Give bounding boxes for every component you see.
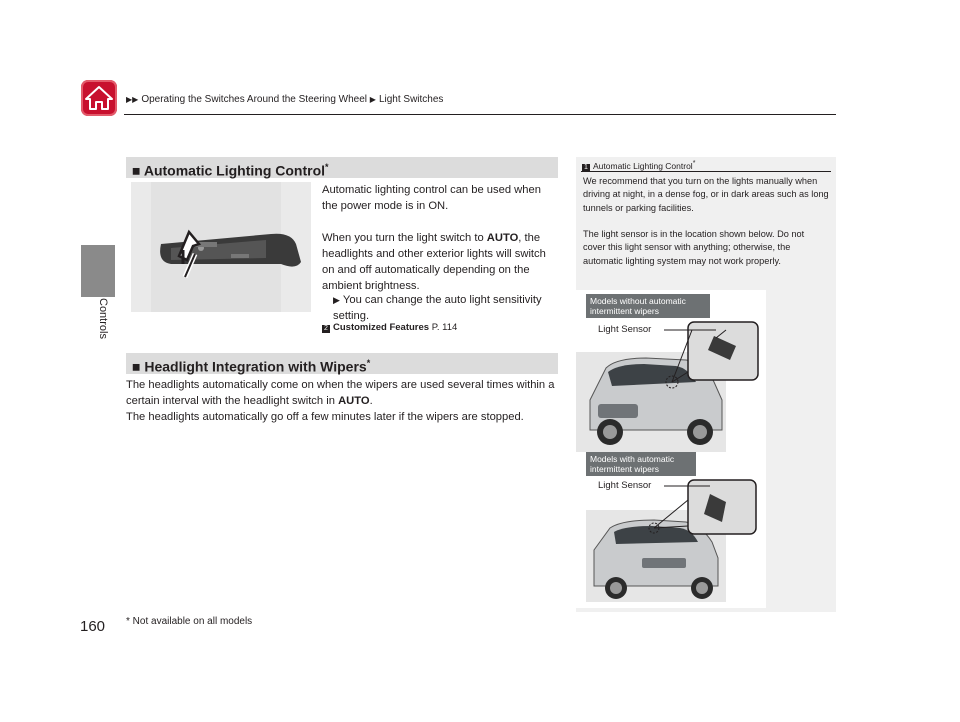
breadcrumb-arrow-icon: ▶: [369, 95, 376, 104]
page-number: 160: [80, 618, 106, 635]
breadcrumb-arrow-icon: ▶▶: [126, 95, 139, 104]
section-header-headlight-wipers: ■ Headlight Integration with Wipers*: [126, 353, 558, 374]
reference-icon: 2: [322, 325, 330, 333]
section-title: Headlight Integration with Wipers: [144, 358, 367, 375]
home-icon[interactable]: [81, 80, 117, 116]
cross-reference-link[interactable]: 2 Customized Features P. 114: [322, 322, 457, 333]
section-title: Automatic Lighting Control: [143, 162, 326, 179]
breadcrumb-item-light-switches[interactable]: Light Switches: [378, 94, 444, 105]
model-label-with-auto-wipers: Models with automatic intermittent wipers: [586, 452, 696, 476]
header-divider: [124, 114, 836, 115]
auto-lighting-paragraph-2: When you turn the light switch to AUTO, the headlights and other exterior lights will switch on and off automatically depending on the ambient brightness.: [322, 232, 546, 292]
light-sensor-callout-bottom: Light Sensor: [598, 480, 652, 491]
breadcrumb-item-switches[interactable]: Operating the Switches Around the Steering Wheel: [141, 94, 368, 105]
light-switch-stalk-illustration: [131, 182, 311, 312]
auto-lighting-paragraph-1: Automatic lighting control can be used when the power mode is in ON.: [322, 184, 541, 212]
auto-lighting-bullet: ▶ You can change the auto light sensitivity setting.: [333, 294, 542, 322]
model-label-without-auto-wipers: Models without automatic intermittent wipers: [586, 294, 710, 318]
section-header-auto-lighting: ■ Automatic Lighting Control*: [126, 157, 558, 178]
light-sensor-callout-top: Light Sensor: [598, 324, 652, 335]
light-sensor-diagram: [576, 290, 766, 608]
chapter-tab-marker: [81, 245, 115, 297]
sidebar-paragraph-1: We recommend that you turn on the lights manually when driving at night, in a dense fog, or in dark areas such as long tunnels or parking facilities.: [583, 176, 829, 213]
sidebar-divider: [581, 171, 831, 172]
chapter-tab[interactable]: [79, 298, 117, 358]
asterisk: *: [325, 162, 329, 172]
asterisk: *: [366, 358, 371, 368]
chapter-tab-label: Controls: [97, 298, 109, 339]
breadcrumb: [126, 94, 443, 105]
headlight-wipers-paragraph-1: The headlights automatically come on when the wipers are used several times within a certain interval with the headlight switch in AUTO.: [126, 379, 555, 407]
sidebar-paragraph-2: The light sensor is in the location shown below. Do not cover this light sensor with anything; otherwise, the automatic lighting system may not work properly.: [583, 229, 805, 266]
footnote: * Not available on all models: [126, 616, 253, 627]
sidebar-title: 1 Automatic Lighting Control*: [582, 160, 695, 172]
headlight-wipers-paragraph-2: The headlights automatically go off a few minutes later if the wipers are stopped.: [126, 411, 524, 423]
bullet-arrow-icon: ▶: [333, 295, 340, 305]
note-icon: 1: [582, 164, 590, 172]
